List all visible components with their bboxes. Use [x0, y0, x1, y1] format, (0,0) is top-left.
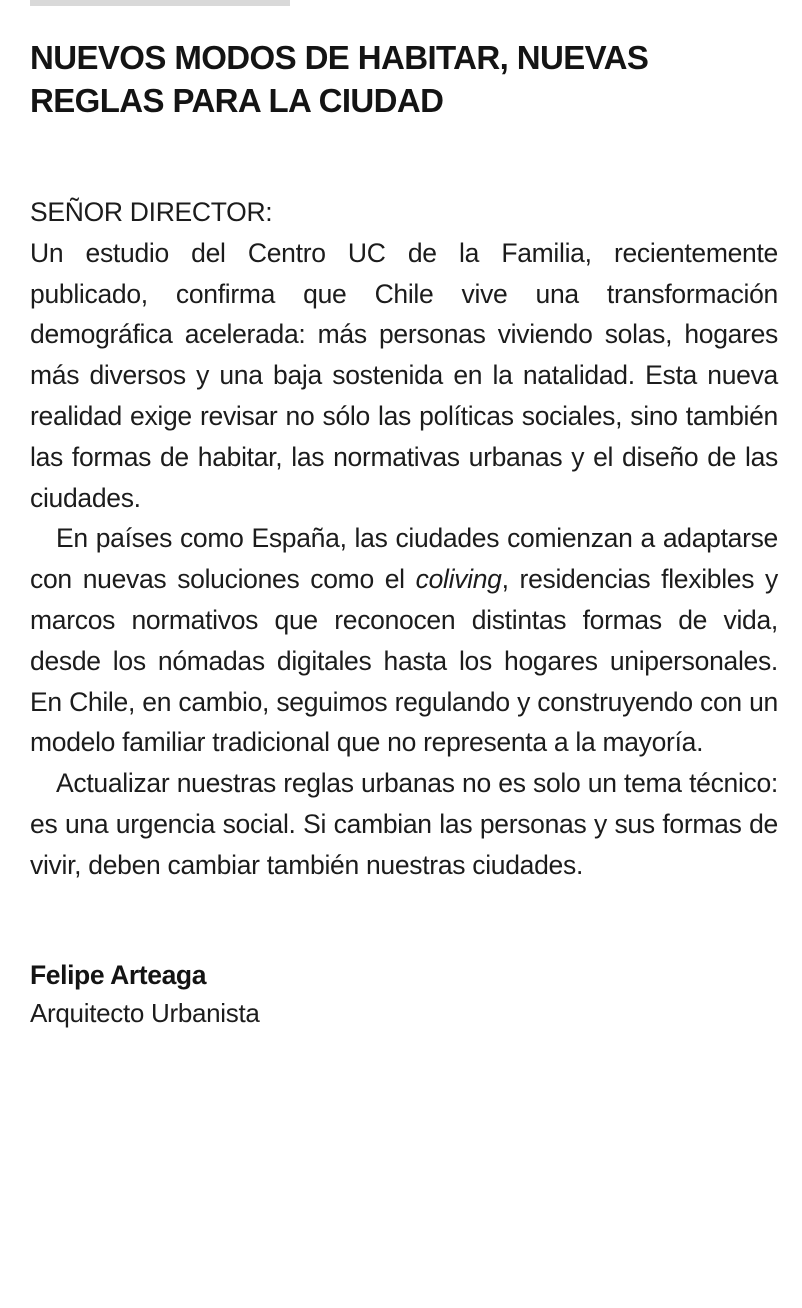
- paragraph-1: Un estudio del Centro UC de la Familia, recientemente publicado, confirma que Chile vive una transformación demográfica acelerada: más personas viviendo solas, hogares más diversos y una baja sostenida en la natalidad. Esta nueva realidad exige revisar no sólo las políticas sociales, sino también las formas de habitar, las normativas urbanas y el diseño de las ciudades.: [30, 237, 778, 513]
- letter-body: [30, 192, 778, 886]
- author-name: Felipe Arteaga: [30, 959, 207, 990]
- headline-line-1: NUEVOS MODOS DE HABITAR, NUEVAS: [30, 39, 649, 76]
- salutation: SEÑOR DIRECTOR:: [30, 197, 273, 227]
- signature-block: [30, 956, 778, 1032]
- paragraph-2-end: , residencias flexibles y marcos normativos que reconocen distintas formas de vida, desde los nómadas digitales hasta los hogares unipersonales. En Chile, en cambio, seguimos regulando y construyendo con un modelo familiar tradicional que no representa a la mayoría.: [30, 564, 779, 758]
- headline: [30, 36, 778, 122]
- headline-line-2: REGLAS PARA LA CIUDAD: [30, 82, 444, 119]
- letter-to-editor: [30, 36, 778, 1032]
- paragraph-3: Actualizar nuestras reglas urbanas no es solo un tema técnico: es una urgencia social. Si cambian las personas y sus formas de vivir, deben cambiar también nuestras ciudades.: [30, 768, 778, 880]
- top-divider: [30, 0, 290, 6]
- author-title: Arquitecto Urbanista: [30, 997, 260, 1028]
- paragraph-2: [30, 518, 778, 763]
- paragraph-2-start: En países como España, las ciudades comienzan a adaptarse con nuevas soluciones como el: [30, 523, 778, 595]
- paragraph-2-italic-term: coliving: [415, 564, 502, 595]
